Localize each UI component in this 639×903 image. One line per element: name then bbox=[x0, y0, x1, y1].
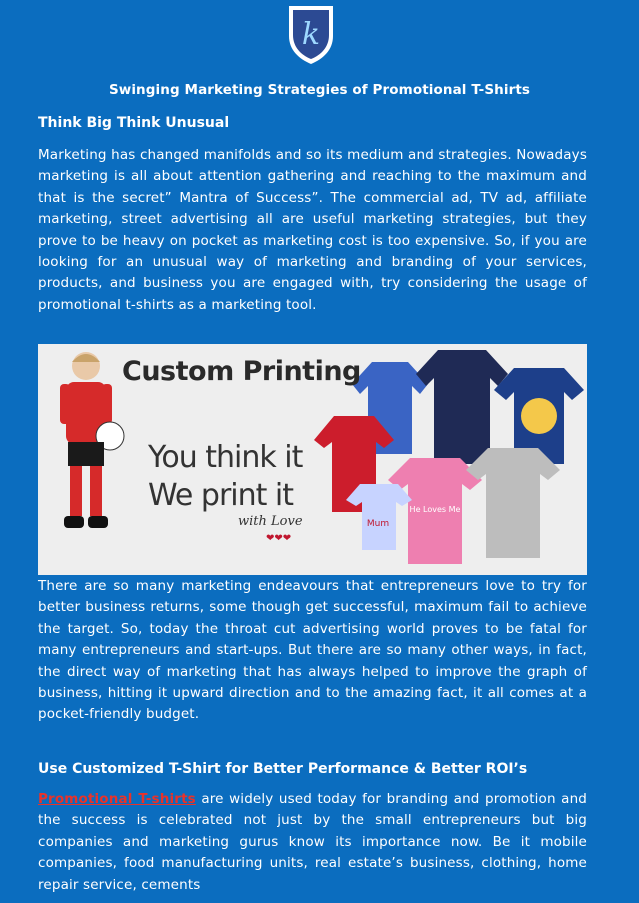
banner-line-2: We print it bbox=[148, 478, 294, 513]
baby-bodysuit bbox=[346, 484, 412, 550]
section-heading-customized-tshirt: Use Customized T-Shirt for Better Performance & Better ROI’s bbox=[38, 761, 528, 777]
hearts-icon: ❤❤❤ bbox=[266, 533, 292, 544]
banner-tagline: with Love bbox=[238, 514, 303, 529]
paragraph-promotional-tshirts-text: are widely used today for branding and promotion and the success is celebrated not just by the small entrepreneurs but big companies and marketing gurus know its importance now. Be it mobile companies, food manufacturing units, real estate’s business, clothing, home repair service, cements bbox=[38, 791, 588, 893]
brand-logo bbox=[285, 2, 337, 66]
banner-line-1: You think it bbox=[148, 440, 303, 475]
banner-title: Custom Printing bbox=[122, 356, 361, 387]
paragraph-intro: Marketing has changed manifolds and so its medium and strategies. Nowadays marketing is all about attention gathering and reaching to the maximum and that is the secret” Mantra of Success”. The commercial ad, TV ad, affiliate marketing, street advertising all are useful marketing strategies, but they prove to be heavy on pocket as marketing cost is too expensive. So, if you are looking for an unusual way of marketing and branding of your services, products, and business you are engaged with, try considering the usage of promotional t-shirts as a marketing tool. bbox=[38, 147, 587, 313]
promotional-tshirts-link[interactable]: Promotional T-shirts bbox=[38, 791, 196, 807]
logo-letter: k bbox=[301, 17, 321, 52]
pink-shirt-text: He Loves Me bbox=[409, 505, 461, 514]
custom-printing-banner bbox=[38, 344, 587, 575]
paragraph-marketing-endeavours: There are so many marketing endeavours that entrepreneurs love to try for better business returns, some though get successful, maximum fail to achieve the target. So, today the throat cut advertising world proves to be fatal for many entrepreneurs and start-ups. But there are so many other ways, in fact, the direct way of marketing that has always helped to improve the graph of business, hitting it upward direction and to the amazing fact, it all comes at a pocket-friendly budget. bbox=[38, 578, 587, 723]
baby-shirt-text: Mum bbox=[366, 519, 390, 529]
navy-hoodie bbox=[416, 350, 508, 464]
section-heading-think-big: Think Big Think Unusual bbox=[38, 115, 230, 131]
boy-footballer-figure bbox=[60, 352, 124, 528]
grey-polo bbox=[466, 448, 560, 558]
page-title: Swinging Marketing Strategies of Promotional T-Shirts bbox=[108, 82, 531, 98]
paragraph-promotional-tshirts bbox=[38, 789, 587, 896]
